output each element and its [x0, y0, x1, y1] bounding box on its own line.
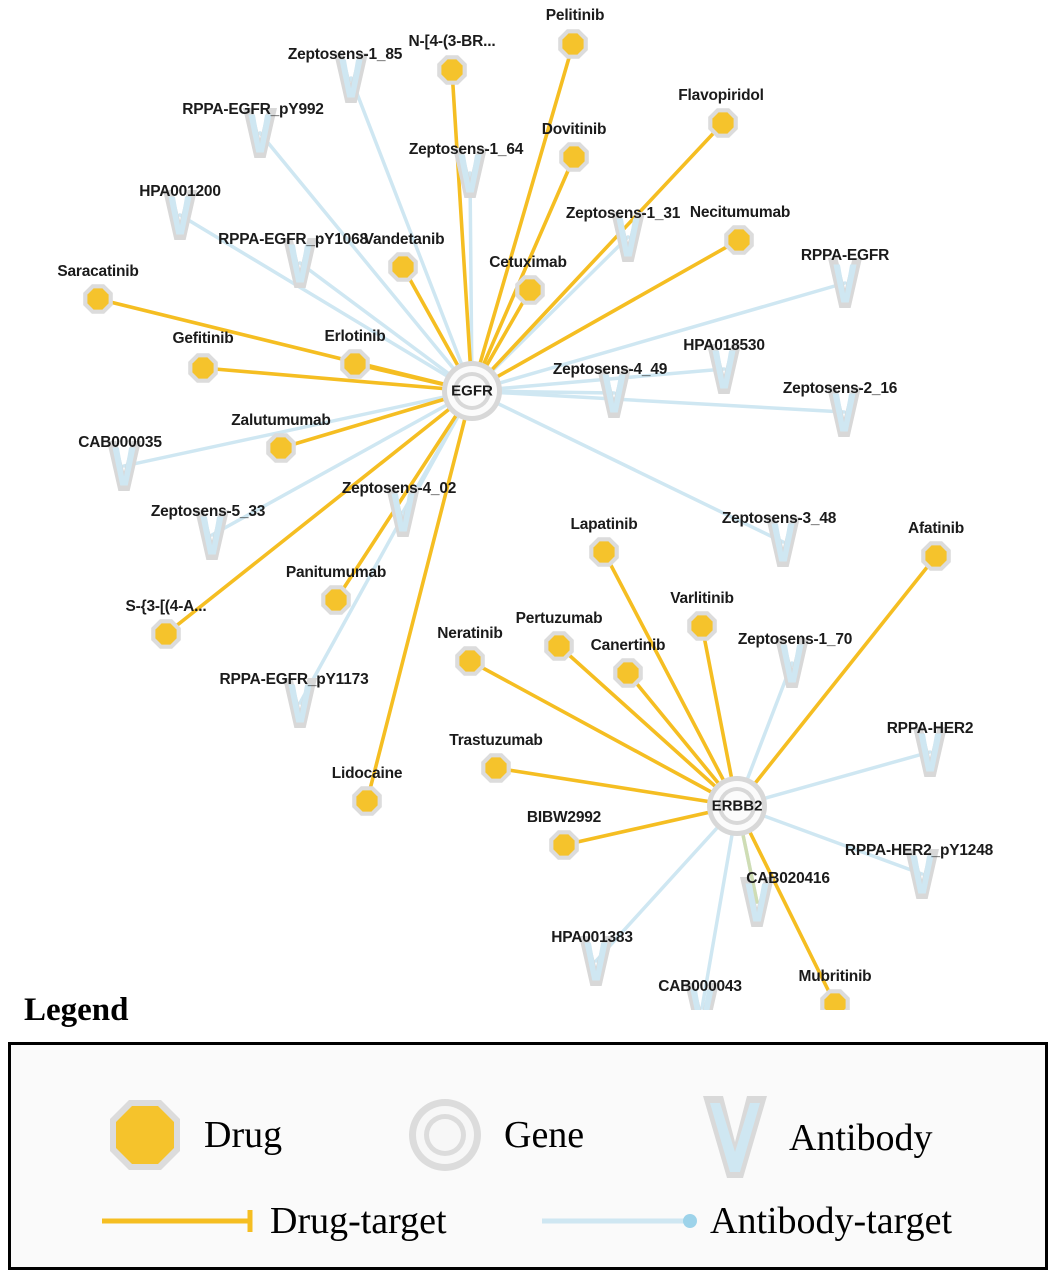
drug-node-core [617, 662, 638, 683]
legend-item-drug [100, 1090, 282, 1180]
antibody-node-label: HPA001200 [139, 183, 221, 200]
drug-node-label: Neratinib [437, 625, 503, 642]
antibody-icon [695, 1090, 775, 1186]
drug-node[interactable] [921, 541, 951, 571]
antibody-node-label: Zeptosens-5_33 [150, 503, 266, 520]
drug-node-label: Saracatinib [57, 263, 139, 280]
drug-node-core [441, 59, 462, 80]
drug-node[interactable] [437, 55, 467, 85]
drug-node-core [593, 541, 614, 562]
antibody-node-label: RPPA-HER2_pY1248 [844, 842, 994, 859]
drug-node-core [548, 635, 569, 656]
drug-node-core [392, 256, 413, 277]
antibody-node-label: Zeptosens-1_31 [565, 205, 681, 222]
legend-edges-row [0, 1196, 1056, 1256]
drug-node-label: Cetuximab [489, 254, 567, 271]
drug-node-label: Lidocaine [331, 765, 403, 782]
drug-node-core [87, 288, 108, 309]
drug-node-label: Panitumumab [285, 564, 387, 581]
drug-node-core [563, 146, 584, 167]
drug-node-label: N-[4-(3-BR... [408, 33, 496, 50]
drug-node-label: Vandetanib [363, 231, 445, 248]
drug-node-label: Erlotinib [324, 328, 386, 345]
drug-node[interactable] [455, 646, 485, 676]
legend-label-antibody: Antibody [789, 1117, 933, 1159]
legend-item-gene [400, 1090, 584, 1180]
drug-node-label: Varlitinib [670, 590, 734, 607]
drug-node-label: Gefitinib [172, 330, 234, 347]
drug-node[interactable] [340, 349, 370, 379]
drug-node-core [155, 623, 176, 644]
drug-node[interactable] [151, 619, 181, 649]
drug-node-core [691, 615, 712, 636]
antibody-node-label: Zeptosens-4_49 [552, 361, 668, 378]
gene-node-label: EGFR [451, 382, 493, 400]
drug-node-core [459, 650, 480, 671]
gene-icon [400, 1090, 490, 1180]
drug-node-label: Canertinib [590, 637, 666, 654]
drug-node[interactable] [724, 225, 754, 255]
antibody-node-label: CAB000035 [78, 434, 162, 451]
drug-node-core [356, 790, 377, 811]
antibody-node-label: RPPA-EGFR_pY1068 [218, 231, 368, 248]
drug-node-label: Pertuzumab [515, 610, 603, 627]
drug-node-core [728, 229, 749, 250]
drug-node-label: BIBW2992 [526, 809, 602, 826]
drug-node[interactable] [544, 631, 574, 661]
drug-node-label: Dovitinib [541, 121, 607, 138]
antibody-node-label: Zeptosens-2_16 [782, 380, 898, 397]
antibody-node-label: RPPA-EGFR_pY992 [182, 101, 324, 118]
drug-node-core [562, 33, 583, 54]
antibody-node-label: CAB020416 [746, 870, 830, 887]
drug-target-edge-icon [100, 1206, 260, 1236]
drug-node-core [325, 589, 346, 610]
drug-node-core [712, 112, 733, 133]
drug-node-label: Lapatinib [570, 516, 638, 533]
drug-node-core [519, 279, 540, 300]
drug-node[interactable] [687, 611, 717, 641]
antibody-node-label: HPA018530 [683, 337, 765, 354]
antibody-node-label: Zeptosens-1_64 [408, 141, 524, 158]
drug-node-label: Flavopiridol [678, 87, 764, 104]
drug-node[interactable] [481, 753, 511, 783]
legend-shapes-row [0, 1070, 1056, 1180]
drug-node[interactable] [820, 989, 850, 1010]
legend-title: Legend [24, 992, 129, 1028]
drug-node-label: Pelitinib [545, 7, 605, 24]
antibody-node-label: RPPA-EGFR [800, 247, 890, 264]
drug-node-label: S-{3-[(4-A... [125, 598, 207, 615]
antibody-node-label: Zeptosens-1_70 [737, 631, 853, 648]
drug-node[interactable] [589, 537, 619, 567]
drug-node[interactable] [352, 786, 382, 816]
antibody-node-label: CAB000043 [658, 978, 742, 995]
drug-node-label: Afatinib [907, 520, 965, 537]
antibody-node-label: HPA001383 [551, 929, 633, 946]
drug-node[interactable] [549, 830, 579, 860]
drug-node-core [270, 437, 291, 458]
legend-item-antibody-target [540, 1202, 952, 1240]
drug-node[interactable] [559, 142, 589, 172]
drug-node[interactable] [388, 252, 418, 282]
drug-node-label: Necitumumab [689, 204, 791, 221]
drug-node-label: Zalutumumab [231, 412, 331, 429]
drug-node[interactable] [708, 108, 738, 138]
antibody-node-label: Zeptosens-1_85 [287, 46, 403, 63]
legend-label-drug: Drug [204, 1114, 283, 1156]
drug-node-core [925, 545, 946, 566]
drug-node[interactable] [266, 433, 296, 463]
drug-node[interactable] [515, 275, 545, 305]
legend-item-drug-target [100, 1202, 447, 1240]
antibody-node-label: Zeptosens-3_48 [721, 510, 837, 527]
drug-node[interactable] [188, 353, 218, 383]
drug-node[interactable] [83, 284, 113, 314]
legend-item-antibody [695, 1090, 933, 1186]
drug-node[interactable] [321, 585, 351, 615]
legend-label-drug-target: Drug-target [270, 1200, 447, 1242]
drug-node-label: Trastuzumab [449, 732, 543, 749]
antibody-node-label: Zeptosens-4_02 [341, 480, 457, 497]
legend-label-gene: Gene [504, 1114, 585, 1156]
drug-node-core [192, 357, 213, 378]
drug-icon [100, 1090, 190, 1180]
drug-node-core [344, 353, 365, 374]
legend-label-antibody-target: Antibody-target [710, 1200, 953, 1242]
drug-node[interactable] [558, 29, 588, 59]
gene-node-label: ERBB2 [711, 797, 763, 815]
antibody-node-label: RPPA-EGFR_pY1173 [219, 671, 369, 688]
drug-node-core [553, 834, 574, 855]
drug-node-label: Mubritinib [798, 968, 872, 985]
drug-node-core [485, 757, 506, 778]
antibody-node[interactable] [828, 258, 862, 308]
drug-node[interactable] [613, 658, 643, 688]
antibody-node-label: RPPA-HER2 [886, 720, 974, 737]
antibody-target-edge-icon [540, 1206, 700, 1236]
